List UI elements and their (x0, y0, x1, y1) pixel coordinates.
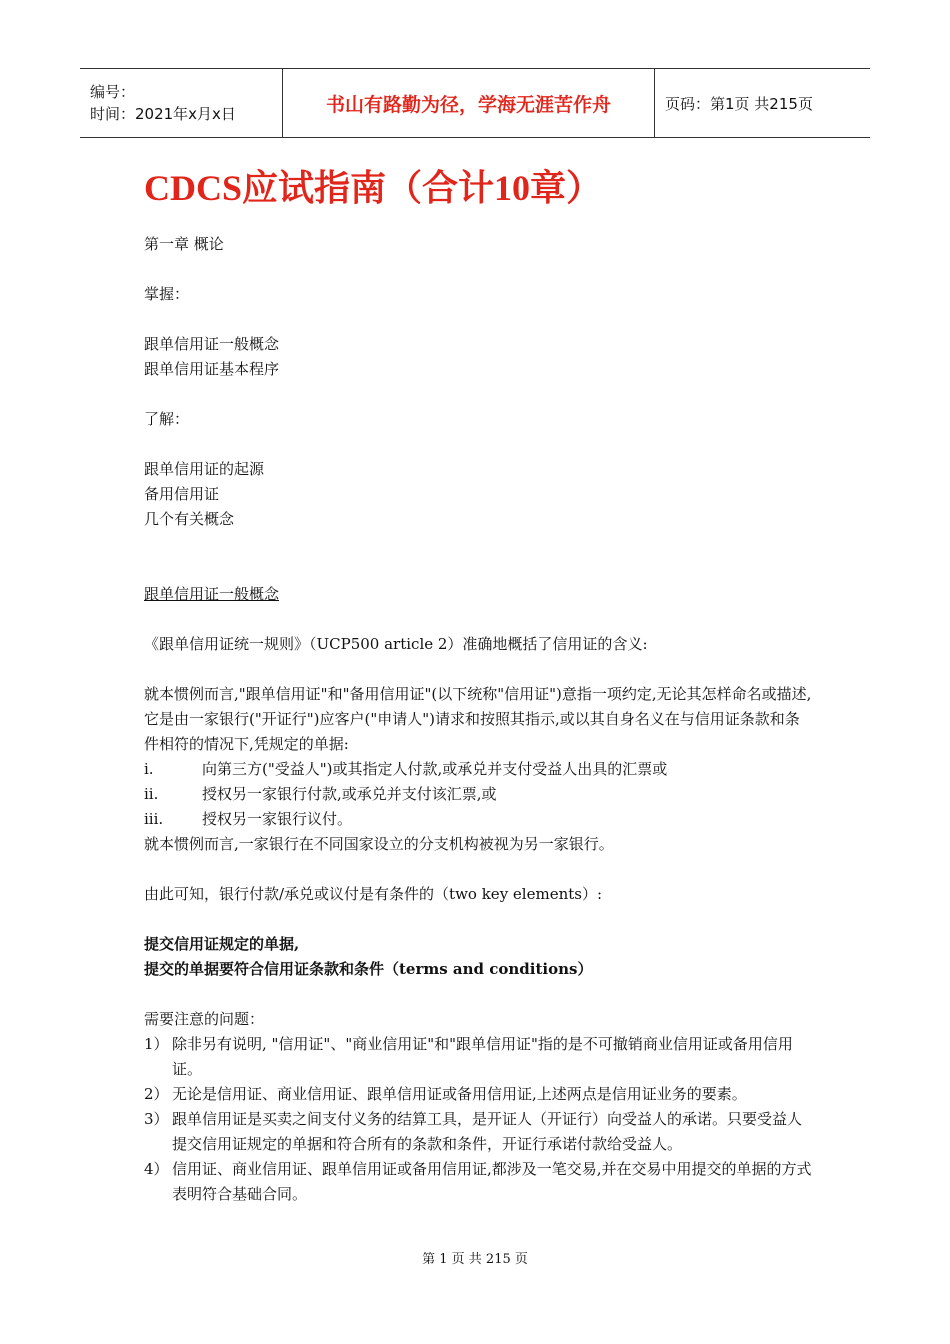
note-item (144, 1157, 814, 1207)
understand-item: 备用信用证 (144, 485, 220, 503)
page-header (80, 68, 870, 138)
document-body (144, 232, 814, 1207)
roman-text: 授权另一家银行付款,或承兑并支付该汇票,或 (202, 785, 497, 803)
definition-paragraph: 就本惯例而言,"跟单信用证"和"备用信用证"(以下统称"信用证")意指一项约定,无论其怎样命名或描述,它是由一家银行("开证行")应客户("申请人")请求和按照其指示,或以其自身名义在与信用证条款和条件相符的情况下,凭规定的单据: (144, 685, 812, 753)
header-meta (80, 69, 282, 137)
key-element: 提交信用证规定的单据, (144, 935, 300, 953)
key-elements-intro: 由此可知，银行付款/承兑或议付是有条件的（two key elements）: (144, 885, 603, 903)
roman-number: i. (144, 760, 154, 778)
page-footer: 第 1 页 共 215 页 (422, 1252, 528, 1267)
key-element: 提交的单据要符合信用证条款和条件（terms and conditions） (144, 960, 593, 978)
note-number: 2） (144, 1085, 169, 1103)
note-text: 除非另有说明, "信用证"、"商业信用证"和"跟单信用证"指的是不可撤销商业信用证或备用信用证。 (172, 1035, 793, 1078)
note-text: 信用证、商业信用证、跟单信用证或备用信用证,都涉及一笔交易,并在交易中用提交的单据的方式表明符合基础合同。 (172, 1160, 812, 1203)
note-number: 4） (144, 1160, 169, 1178)
understand-label: 了解： (144, 410, 190, 428)
note-item (144, 1032, 814, 1082)
note-text: 无论是信用证、商业信用证、跟单信用证或备用信用证,上述两点是信用证业务的要素。 (172, 1085, 747, 1103)
section-heading: 跟单信用证一般概念 (144, 585, 280, 603)
note-item (144, 1082, 814, 1107)
roman-item (144, 807, 814, 832)
roman-number: iii. (144, 810, 164, 828)
page-info-text: 页码：第1页 共215页 (665, 94, 813, 113)
note-number: 1） (144, 1035, 169, 1053)
ucp-intro: 《跟单信用证统一规则》（UCP500 article 2）准确地概括了信用证的含义: (144, 635, 648, 653)
roman-text: 授权另一家银行议付。 (202, 810, 353, 828)
understand-item: 几个有关概念 (144, 510, 235, 528)
header-number: 编号： (90, 83, 136, 101)
roman-number: ii. (144, 785, 159, 803)
understand-item: 跟单信用证的起源 (144, 460, 265, 478)
document-title: CDCS应试指南（合计10章） (144, 168, 603, 208)
notes-label: 需要注意的问题： (144, 1010, 265, 1028)
chapter-heading: 第一章 概论 (144, 235, 224, 253)
branch-note: 就本惯例而言,一家银行在不同国家设立的分支机构被视为另一家银行。 (144, 835, 614, 853)
motto-text: 书山有路勤为径，学海无涯苦作舟 (325, 93, 611, 116)
roman-item (144, 782, 814, 807)
master-item: 跟单信用证基本程序 (144, 360, 280, 378)
header-page-info (655, 69, 870, 137)
master-label: 掌握： (144, 285, 190, 303)
roman-item (144, 757, 814, 782)
note-item (144, 1107, 814, 1157)
master-item: 跟单信用证一般概念 (144, 335, 280, 353)
note-text: 跟单信用证是买卖之间支付义务的结算工具，是开证人（开证行）向受益人的承诺。只要受益人提交信用证规定的单据和符合所有的条款和条件，开证行承诺付款给受益人。 (172, 1110, 803, 1153)
roman-text: 向第三方("受益人")或其指定人付款,或承兑并支付受益人出具的汇票或 (202, 760, 668, 778)
header-time: 时间：2021年x月x日 (90, 105, 236, 123)
note-number: 3） (144, 1110, 169, 1128)
header-motto (282, 69, 655, 137)
